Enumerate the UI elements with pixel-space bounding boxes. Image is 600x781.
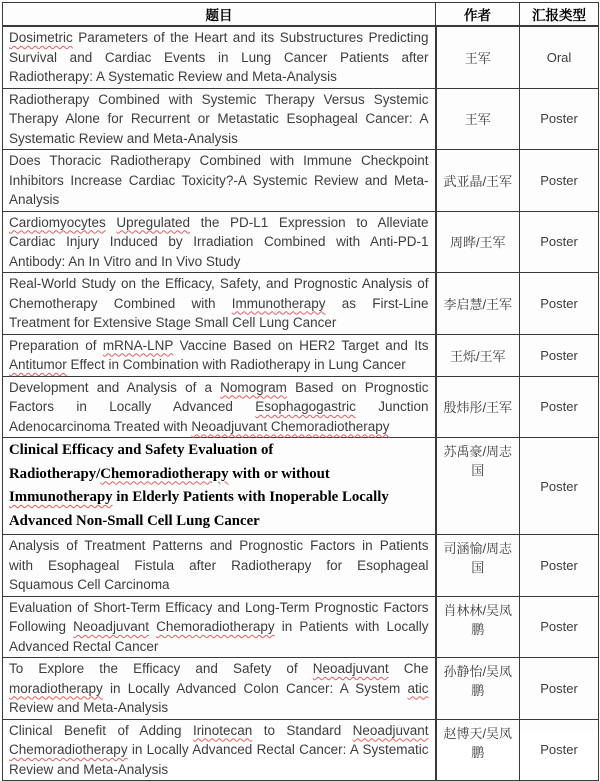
title-text: in Locally Advanced Colon Cancer: A System [102, 680, 408, 696]
table-row [3, 596, 599, 658]
presentation-type-value: Poster [520, 88, 599, 150]
header-title: 题目 [3, 3, 436, 27]
misspelled-word: moradiotherapy [9, 680, 103, 696]
title-text: Vaccine Based on HER2 Target and Its [173, 337, 429, 353]
paper-title [3, 211, 436, 273]
title-text: in Patients with Locally Advanced Rectal Cancer [9, 619, 429, 654]
presentation-type-value: Poster [520, 334, 599, 376]
header-row [3, 3, 599, 27]
title-text: Preparation of [9, 337, 103, 353]
misspelled-word: Neoadjuvant [352, 722, 429, 738]
paper-author: 殷炜彤/王军 [436, 376, 520, 438]
misspelled-word: Antitumor [9, 357, 67, 372]
paper-author: 王烁/王军 [436, 334, 520, 376]
presentation-type-value: Poster [520, 211, 599, 273]
papers-table [2, 2, 599, 781]
misspelled-word: Neoadjuvant Chemoradiotherapy [191, 418, 390, 434]
paper-title [3, 273, 436, 335]
misspelled-word: Cardiomyocytes [9, 214, 106, 230]
presentation-type-value: Poster [520, 273, 599, 335]
title-text [106, 215, 117, 230]
misspelled-word: mRNA-LNP [102, 337, 174, 353]
title-text: Analysis of Treatment Patterns and Prognostic Factors in Patients with Esophageal Fistula after Radiotherapy for Esophageal Squamous Cell Carcinoma [9, 538, 429, 592]
title-text: Radiotherapy Combined with Systemic Therapy Versus Systemic Therapy Alone for Recurrent or Metastatic Esophageal Cancer: A Systematic Review and Meta-Analysis [9, 91, 429, 146]
title-text: Che [388, 661, 429, 676]
title-text: Junction Adenocarcinoma Treated with [9, 399, 429, 434]
title-text: Clinical Benefit of Adding [9, 722, 193, 738]
presentation-type-value: Poster [520, 376, 599, 438]
title-text: Development and Analysis of a [9, 379, 221, 395]
table-row [3, 334, 599, 376]
misspelled-word: Dosimetric [9, 30, 73, 45]
title-text: Review and Meta-Analysis [9, 700, 169, 715]
paper-author: 苏禹豪/周志国 [436, 438, 520, 535]
title-text: to Standard [252, 722, 353, 738]
table-row [3, 658, 599, 720]
title-text: To Explore the Efficacy and Safety of [9, 661, 313, 676]
title-text: in Locally Advanced Rectal Cancer: A Systematic Review and Meta-Analysis [9, 742, 429, 777]
presentation-type-value: Poster [520, 438, 599, 535]
title-text: the PD-L1 Expression to Alleviate Cardiac Injury Induced by Irradiation Combined with Anti-PD-1 Antibody: An In Vitro and In Vivo Study [9, 214, 429, 269]
presentation-type-value: Poster [520, 596, 599, 658]
paper-title [3, 719, 436, 781]
presentation-type-value: Oral [520, 26, 599, 88]
header-author: 作者 [436, 3, 520, 27]
misspelled-word: Irinotecan [192, 722, 253, 738]
misspelled-word: Nomogram [220, 379, 287, 395]
misspelled-word: Esophagogastric [255, 399, 356, 414]
table-row [3, 719, 599, 781]
paper-title [3, 658, 436, 720]
paper-title [3, 88, 436, 150]
paper-author: 孙静怡/吴凤鹏 [436, 658, 520, 720]
title-text: Evaluation of Short-Term Efficacy and Long-Term Prognostic Factors Following [9, 599, 429, 634]
table-row [3, 535, 599, 597]
title-text: Does Thoracic Radiotherapy Combined with Immune Checkpoint Inhibitors Increase Cardiac Toxicity?-A Systemic Review and Meta-Analysis [9, 153, 429, 207]
title-text: with or without [228, 465, 330, 482]
title-text: Based on Prognostic Factors in Locally Advanced [9, 379, 429, 414]
paper-author: 武亚晶/王军 [436, 150, 520, 212]
table-row [3, 26, 599, 88]
paper-title [3, 535, 436, 597]
title-text: in Elderly Patients with Inoperable Locally Advanced Non-Small Cell Lung Cancer [9, 489, 389, 529]
misspelled-word: Immunotherapy [231, 295, 326, 311]
paper-author: 肖林林/吴凤鹏 [436, 596, 520, 658]
paper-author: 赵博天/吴凤鹏 [436, 719, 520, 781]
paper-author: 周晔/王军 [436, 211, 520, 273]
paper-author: 王军 [436, 26, 520, 88]
misspelled-word: Chemoradiotherapy [100, 465, 229, 482]
presentation-type-value: Poster [520, 150, 599, 212]
paper-author: 李启慧/王军 [436, 273, 520, 335]
paper-author: 司涵愉/周志国 [436, 535, 520, 597]
table-row [3, 438, 599, 535]
misspelled-word: Immunotherapy [9, 489, 113, 505]
title-text: Clinical Efficacy and Safety Evaluation of Radiotherapy/ [9, 442, 274, 482]
misspelled-word: Upregulated [116, 214, 190, 230]
title-text: Parameters of the Heart and its Substructures Predicting Survival and Cardiac Events in Lung Cancer Patients after Radiotherapy: A Systematic Review and Meta-Analysis [9, 30, 429, 84]
paper-title [3, 596, 436, 658]
table-body [3, 26, 599, 781]
title-text: as First-Line Treatment for Extensive Stage Small Cell Lung Cancer [9, 295, 429, 330]
misspelled-word: Neoadjuvant [312, 661, 389, 676]
paper-title [3, 26, 436, 88]
title-text: Real-World Study on the Efficacy, Safety, and Prognostic Analysis of Chemotherapy Combined with [9, 276, 429, 311]
presentation-type-value: Poster [520, 535, 599, 597]
table-row [3, 376, 599, 438]
presentation-type-value: Poster [520, 719, 599, 781]
paper-title [3, 376, 436, 438]
paper-author: 王军 [436, 88, 520, 150]
paper-title [3, 438, 436, 535]
misspelled-word: Chemoradiotherapy [156, 619, 275, 634]
misspelled-word: Chemoradiotherapy [9, 742, 128, 757]
table-row [3, 88, 599, 150]
header-type: 汇报类型 [520, 3, 599, 27]
misspelled-word: Neoadjuvant [73, 619, 149, 634]
presentation-type-value: Poster [520, 658, 599, 720]
table-row [3, 150, 599, 212]
paper-title [3, 334, 436, 376]
misspelled-word: atic [407, 680, 429, 696]
paper-title [3, 150, 436, 212]
table-row [3, 211, 599, 273]
table-row [3, 273, 599, 335]
title-text: Effect in Combination with Radiotherapy in Lung Cancer [66, 357, 406, 372]
